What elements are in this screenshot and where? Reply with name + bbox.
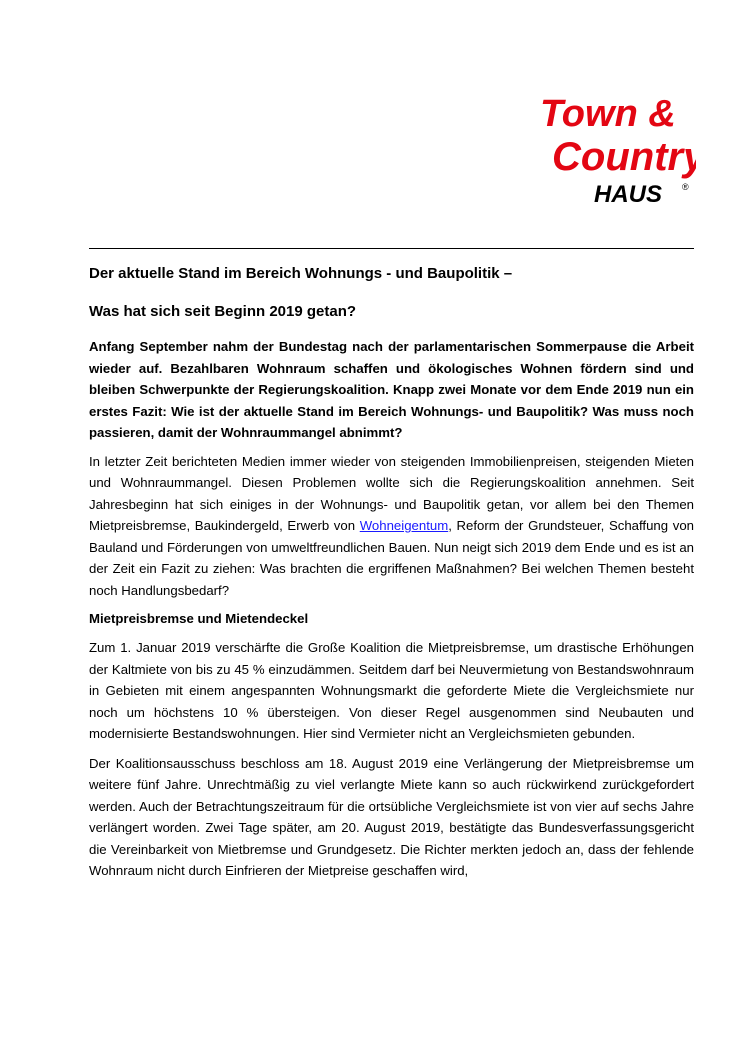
document-body (89, 264, 694, 890)
document-title: Der aktuelle Stand im Bereich Wohnungs - und Baupolitik – (89, 265, 513, 282)
intro-text-after: , Reform der Grundsteuer, Schaffung von Bauland und Förderungen von umweltfreundlichen Bauen. Nun neigt sich 2019 dem Ende und es ist an der Zeit ein Fazit zu ziehen: Was brachten die ergriffenen Maßnahmen? Bei welchen Themen besteht noch Handlungsbedarf? (89, 518, 694, 598)
lead-paragraph: Anfang September nahm der Bundestag nach der parlamentarischen Sommerpause die Arbeit wieder auf. Bezahlbaren Wohnraum schaffen und ökologisches Wohnen fördern sind und bleiben Schwerpunkte der Regierungskoalition. Knapp zwei Monate vor dem Ende 2019 nun ein erstes Fazit: Wie ist der aktuelle Stand im Bereich Wohnungs- und Baupolitik? Was muss noch passieren, damit der Wohnraummangel abnimmt? (89, 339, 694, 440)
town-country-haus-logo (536, 86, 696, 208)
mietpreisbremse-paragraph-1: Zum 1. Januar 2019 verschärfte die Große Koalition die Mietpreisbremse, um drastische Erhöhungen der Kaltmiete von bis zu 45 % einzudämmen. Seitdem darf bei Neuvermietung von Bestandswohnraum in Gebieten mit einem angespannten Wohnungsmarkt die geforderte Miete die Vergleichsmiete nur noch um höchstens 10 % übersteigen. Von dieser Regel ausgenommen sind Neubauten und modernisierte Bestandswohnungen. Hier sind Vermieter nicht an Vergleichsmieten gebunden. (89, 640, 694, 741)
section-heading-mietpreisbremse: Mietpreisbremse und Mietendeckel (89, 611, 309, 626)
svg-text:HAUS: HAUS (594, 181, 663, 208)
svg-text:Town &: Town & (540, 93, 676, 135)
svg-text:®: ® (682, 182, 689, 192)
header-divider (89, 248, 694, 249)
wohneigentum-link[interactable]: Wohneigentum (359, 518, 449, 533)
intro-paragraph (89, 451, 694, 602)
svg-text:Country: Country (552, 135, 696, 179)
document-subtitle: Was hat sich seit Beginn 2019 getan? (89, 303, 357, 320)
mietpreisbremse-paragraph-2: Der Koalitionsausschuss beschloss am 18. August 2019 eine Verlängerung der Mietpreisbremse um weitere fünf Jahre. Unrechtmäßig zu viel verlangte Miete kann so auch rückwirkend zurückgefordert werden. Auch der Betrachtungszeitraum für die ortsübliche Vergleichsmiete ist von vier auf sechs Jahre verlängert worden. Zwei Tage später, am 20. August 2019, bestätigte das Bundesverfassungsgericht die Vereinbarkeit von Mietbremse und Grundgesetz. Die Richter merkten jedoch an, dass der fehlende Wohnraum nicht durch Einfrieren der Mietpreise geschaffen wird, (89, 755, 694, 878)
intro-text-before: In letzter Zeit berichteten Medien immer wieder von steigenden Immobilienpreisen, steigenden Mieten und Wohnraummangel. Diesen Problemen wollte sich die Regierungskoalition annehmen. Seit Jahresbeginn hat sich einiges in der Wohnungs- und Baupolitik getan, vor allem bei den Themen Mietpreisbremse, Baukindergeld, Erwerb von (89, 453, 694, 533)
